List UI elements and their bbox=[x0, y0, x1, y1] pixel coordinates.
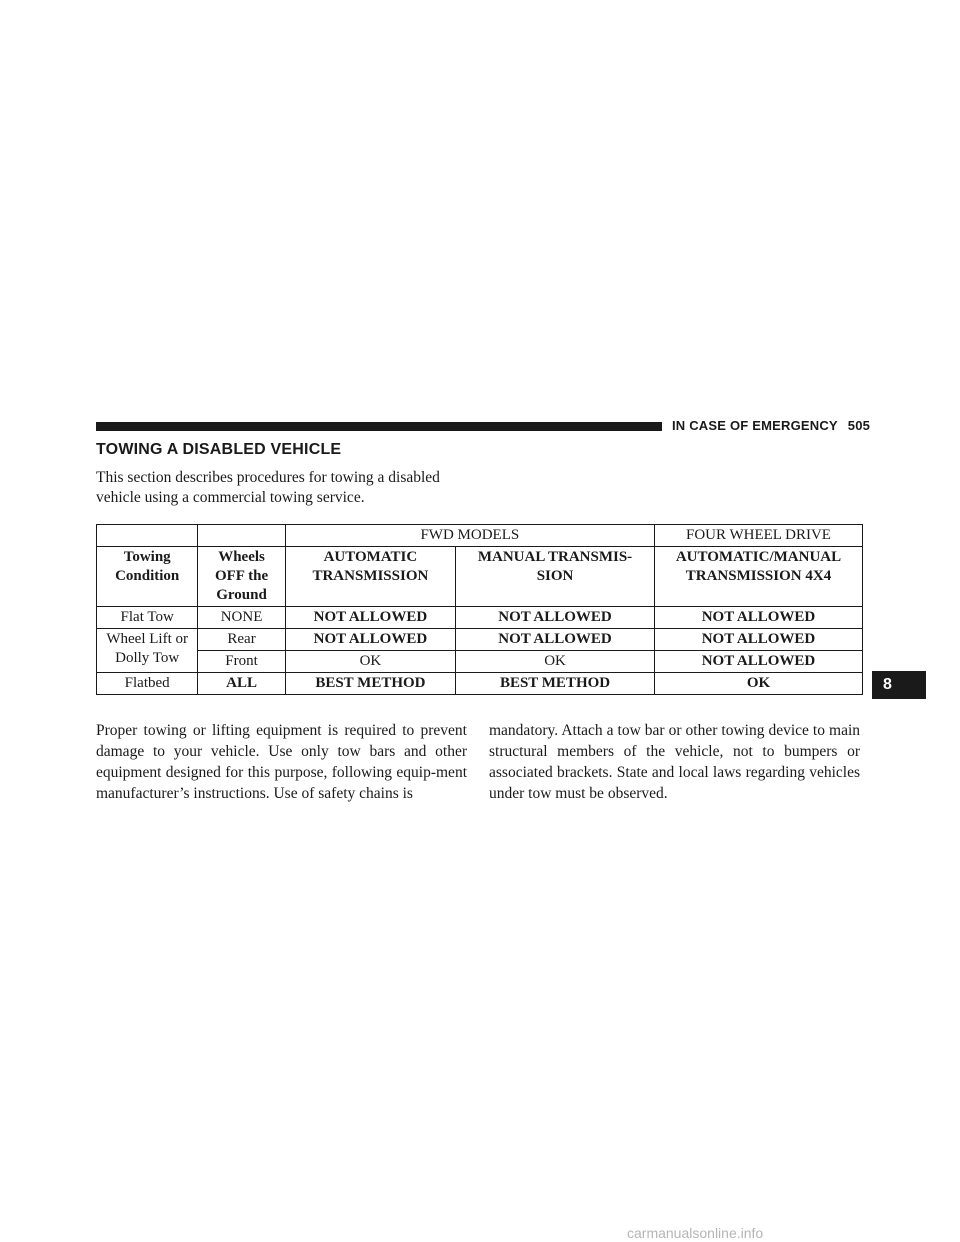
header-wheels-off: Wheels OFF the Ground bbox=[198, 547, 285, 607]
cell-4x4: OK bbox=[654, 673, 862, 695]
table-blank-cell bbox=[198, 525, 285, 547]
cell-wheels: ALL bbox=[198, 673, 285, 695]
header-automatic: AUTOMATIC TRANSMISSION bbox=[285, 547, 455, 607]
running-header bbox=[672, 418, 870, 433]
intro-paragraph: This section describes procedures for towing a disabled vehicle using a commercial towing service. bbox=[96, 469, 440, 506]
cell-manual: OK bbox=[456, 651, 655, 673]
section-title: TOWING A DISABLED VEHICLE bbox=[96, 441, 342, 458]
header-section: IN CASE OF EMERGENCY bbox=[672, 418, 838, 433]
chapter-tab: 8 bbox=[872, 671, 926, 699]
cell-4x4: NOT ALLOWED bbox=[654, 607, 862, 629]
cell-condition: Flatbed bbox=[97, 673, 198, 695]
body-paragraph-right: mandatory. Attach a tow bar or other towing device to main structural members of the vehicle, not to bumpers or associated brackets. State and local laws regarding vehicles under tow must be observed. bbox=[489, 722, 860, 802]
cell-manual: NOT ALLOWED bbox=[456, 629, 655, 651]
cell-automatic: OK bbox=[285, 651, 455, 673]
group-header-fwd: FWD MODELS bbox=[285, 525, 654, 547]
cell-4x4: NOT ALLOWED bbox=[654, 629, 862, 651]
cell-automatic: BEST METHOD bbox=[285, 673, 455, 695]
header-towing-condition: Towing Condition bbox=[97, 547, 198, 607]
cell-manual: BEST METHOD bbox=[456, 673, 655, 695]
cell-wheels: Front bbox=[198, 651, 285, 673]
table-row bbox=[97, 673, 863, 695]
header-rule bbox=[96, 422, 662, 431]
table-row bbox=[97, 607, 863, 629]
cell-4x4: NOT ALLOWED bbox=[654, 651, 862, 673]
page-number: 505 bbox=[847, 418, 871, 433]
table-group-header-row bbox=[97, 525, 863, 547]
header-manual: MANUAL TRANSMIS-SION bbox=[456, 547, 655, 607]
cell-condition: Wheel Lift or Dolly Tow bbox=[97, 629, 198, 673]
table-row bbox=[97, 651, 863, 673]
header-4x4: AUTOMATIC/MANUAL TRANSMISSION 4X4 bbox=[654, 547, 862, 607]
cell-automatic: NOT ALLOWED bbox=[285, 607, 455, 629]
body-paragraph-left: Proper towing or lifting equipment is required to prevent damage to your vehicle. Use only tow bars and other equipment designed for this purpose, following equip-ment manufacturer’s instructions. Use of safety chains is bbox=[96, 722, 467, 802]
table-column-header-row bbox=[97, 547, 863, 607]
towing-table bbox=[96, 524, 863, 695]
watermark: carmanualsonline.info bbox=[627, 1225, 764, 1241]
group-header-4wd: FOUR WHEEL DRIVE bbox=[654, 525, 862, 547]
table-row bbox=[97, 629, 863, 651]
table-blank-cell bbox=[97, 525, 198, 547]
cell-wheels: Rear bbox=[198, 629, 285, 651]
cell-wheels: NONE bbox=[198, 607, 285, 629]
cell-condition: Flat Tow bbox=[97, 607, 198, 629]
cell-manual: NOT ALLOWED bbox=[456, 607, 655, 629]
cell-automatic: NOT ALLOWED bbox=[285, 629, 455, 651]
